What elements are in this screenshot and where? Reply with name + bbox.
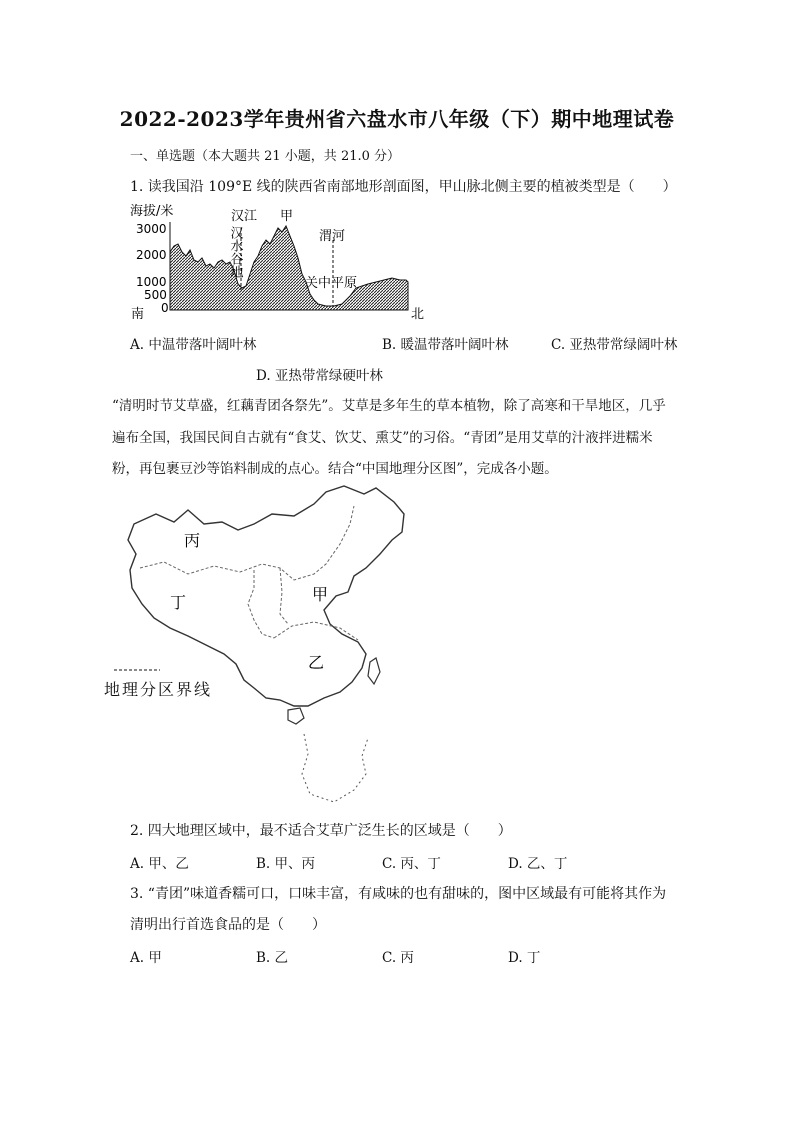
region-boundary-north	[140, 506, 354, 580]
q1-option-a[interactable]: A. 中温带落叶阔叶林	[130, 337, 257, 353]
question-2-stem: 2. 四大地理区域中，最不适合艾草广泛生长的区域是（ ）	[130, 823, 512, 839]
profile-north-label: 北	[411, 307, 425, 322]
profile-tick-500: 500	[144, 288, 167, 302]
question-3-stem-line-2: 清明出行首选食品的是（ ）	[130, 917, 326, 933]
profile-ylabel: 海拔/米	[130, 204, 174, 219]
region-label-jia: 甲	[312, 585, 329, 604]
q2-option-b[interactable]: B. 甲、丙	[256, 856, 316, 872]
region-boundary-qinghai	[248, 570, 274, 638]
question-3-stem-line-1: 3. “青团”味道香糯可口，口味丰富，有咸味的也有甜味的，图中区域最有可能将其作为	[130, 886, 667, 902]
island-hainan	[288, 708, 304, 724]
q1-option-c[interactable]: C. 亚热带常绿阔叶林	[551, 337, 678, 353]
region-boundary-qinling	[274, 622, 358, 640]
q1-option-b[interactable]: B. 暖温带落叶阔叶林	[382, 337, 509, 353]
profile-south-label: 南	[131, 307, 145, 322]
q3-option-d[interactable]: D. 丁	[508, 950, 541, 966]
passage-line-3: 粉，再包裹豆沙等馅料制成的点心。结合“中国地理分区图”，完成各小题。	[112, 461, 558, 477]
label-jia-mountain: 甲	[280, 209, 294, 224]
profile-tick-1000: 1000	[136, 275, 167, 289]
q3-option-b[interactable]: B. 乙	[256, 950, 289, 966]
label-hanshui-valley: 汉水谷地	[227, 226, 243, 278]
label-guanzhong-plain: 关中平原	[305, 276, 358, 291]
q3-option-c[interactable]: C. 丙	[382, 950, 414, 966]
terrain-profile-shape	[170, 226, 408, 310]
label-weihe: 渭河	[319, 229, 346, 244]
q2-option-a[interactable]: A. 甲、乙	[130, 856, 189, 872]
passage-line-1: “清明时节艾草盛，红藕青团各祭先”。艾草是多年生的草本植物，除了高寒和干旱地区，几乎	[112, 398, 666, 414]
profile-tick-2000: 2000	[136, 248, 167, 262]
label-hanjiang: 汉江	[231, 209, 258, 224]
south-sea-islands	[302, 734, 368, 802]
passage-line-2: 遍布全国，我国民间自古就有“食艾、饮艾、熏艾”的习俗。“青团”是用艾草的汁液拌进糯米	[112, 430, 653, 446]
region-label-yi: 乙	[308, 653, 325, 672]
question-1-stem: 1. 读我国沿 109°E 线的陕西省南部地形剖面图，甲山脉北侧主要的植被类型是（ ）	[130, 179, 677, 195]
region-label-ding: 丁	[170, 593, 187, 612]
profile-tick-3000: 3000	[136, 222, 167, 236]
region-label-bing: 丙	[184, 531, 201, 550]
page-title: 2022-2023学年贵州省六盘水市八年级（下）期中地理试卷	[119, 107, 675, 131]
q2-option-d[interactable]: D. 乙、丁	[508, 856, 568, 872]
profile-tick-0: 0	[161, 301, 169, 315]
map-legend-label: 地理分区界线	[104, 680, 213, 699]
q1-option-d[interactable]: D. 亚热带常绿硬叶林	[256, 368, 383, 384]
section-heading: 一、单选题（本大题共 21 小题，共 21.0 分）	[130, 149, 401, 164]
q2-option-c[interactable]: C. 丙、丁	[382, 856, 441, 872]
china-region-map	[104, 484, 424, 814]
island-taiwan	[368, 658, 380, 684]
q3-option-a[interactable]: A. 甲	[130, 950, 162, 966]
region-boundary-east	[280, 568, 288, 624]
terrain-profile-figure	[128, 200, 438, 322]
